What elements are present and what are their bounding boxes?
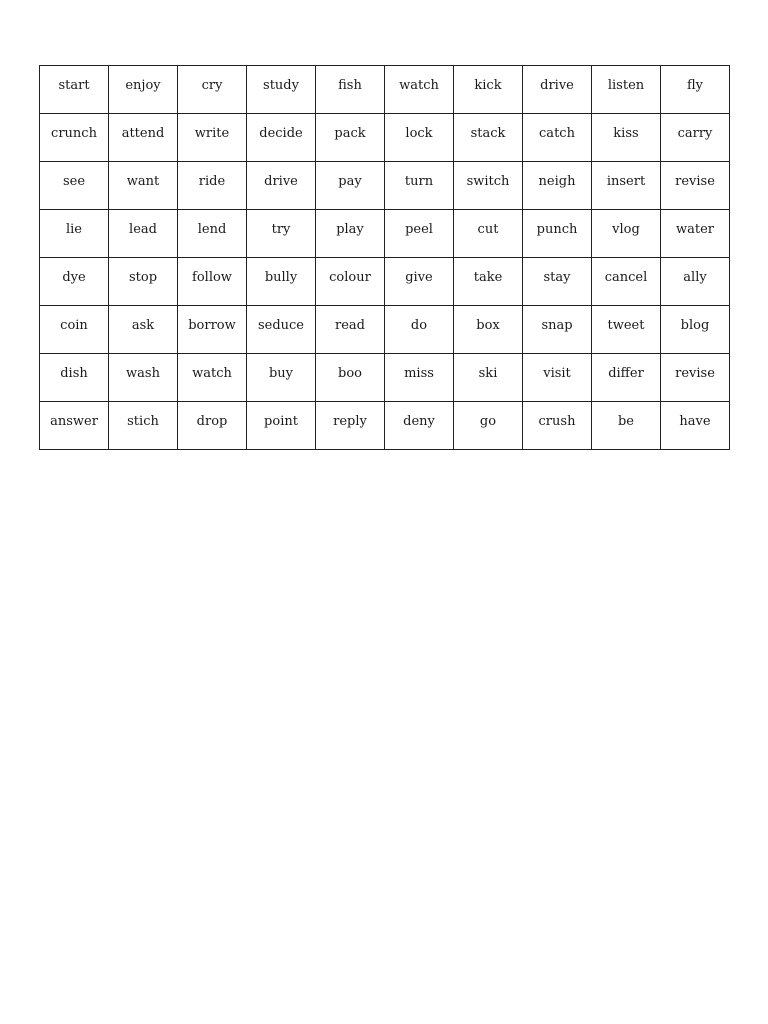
word-text: pack: [334, 126, 366, 141]
word-text: take: [473, 270, 503, 285]
word-cell: [523, 162, 592, 210]
word-cell: [385, 354, 454, 402]
word-cell: [109, 402, 178, 450]
word-text: blog: [680, 318, 710, 333]
word-cell: [592, 354, 661, 402]
word-text: write: [194, 126, 230, 141]
word-cell: [40, 354, 109, 402]
word-cell: [178, 66, 247, 114]
word-text: play: [336, 222, 364, 237]
word-cell: [454, 210, 523, 258]
word-cell: [454, 258, 523, 306]
word-text: watch: [399, 78, 439, 93]
word-text: have: [679, 414, 711, 429]
word-text: start: [58, 78, 90, 93]
word-cell: [178, 354, 247, 402]
word-cell: [178, 114, 247, 162]
word-text: be: [617, 414, 634, 429]
word-text: visit: [543, 366, 571, 381]
word-text: ask: [131, 318, 155, 333]
word-text: study: [263, 78, 299, 93]
word-text: point: [264, 414, 298, 429]
word-cell: [247, 66, 316, 114]
word-text: peel: [405, 222, 433, 237]
word-text: pay: [338, 174, 362, 189]
word-cell: [316, 114, 385, 162]
word-text: stack: [470, 126, 506, 141]
word-cell: [523, 210, 592, 258]
word-cell: [40, 306, 109, 354]
word-cell: [385, 210, 454, 258]
word-cell: [523, 306, 592, 354]
word-cell: [385, 402, 454, 450]
word-text: drive: [540, 78, 574, 93]
word-text: listen: [607, 78, 645, 93]
word-text: answer: [50, 414, 98, 429]
word-text: cancel: [604, 270, 648, 285]
word-cell: [178, 306, 247, 354]
word-cell: [247, 306, 316, 354]
word-cell: [454, 114, 523, 162]
word-cell: [385, 114, 454, 162]
word-cell: [178, 402, 247, 450]
word-text: punch: [536, 222, 578, 237]
word-text: ally: [683, 270, 707, 285]
word-cell: [592, 210, 661, 258]
word-text: water: [675, 222, 714, 237]
word-text: lock: [405, 126, 433, 141]
word-text: ski: [478, 366, 498, 381]
word-text: stop: [128, 270, 158, 285]
word-text: deny: [403, 414, 435, 429]
word-table-body: [40, 66, 730, 450]
word-cell: [385, 66, 454, 114]
word-text: drop: [196, 414, 228, 429]
word-text: dye: [62, 270, 86, 285]
word-cell: [247, 114, 316, 162]
word-text: box: [476, 318, 500, 333]
word-cell: [523, 258, 592, 306]
word-text: boo: [338, 366, 362, 381]
word-cell: [40, 114, 109, 162]
word-cell: [109, 114, 178, 162]
word-text: cry: [201, 78, 223, 93]
word-text: cut: [477, 222, 499, 237]
table-row: [40, 66, 730, 114]
word-cell: [661, 258, 730, 306]
word-text: stich: [127, 414, 159, 429]
word-text: fly: [686, 78, 703, 93]
word-cell: [385, 258, 454, 306]
word-text: want: [126, 174, 160, 189]
word-text: buy: [268, 366, 294, 381]
word-cell: [247, 210, 316, 258]
word-cell: [661, 114, 730, 162]
word-text: insert: [606, 174, 646, 189]
word-text: crush: [538, 414, 576, 429]
word-text: kiss: [613, 126, 639, 141]
word-cell: [454, 402, 523, 450]
word-cell: [109, 354, 178, 402]
word-text: follow: [192, 270, 232, 285]
table-row: [40, 306, 730, 354]
table-row: [40, 210, 730, 258]
verb-word-table: [39, 65, 730, 450]
word-cell: [454, 162, 523, 210]
table-row: [40, 402, 730, 450]
word-text: miss: [404, 366, 434, 381]
word-cell: [454, 354, 523, 402]
word-cell: [316, 306, 385, 354]
table-row: [40, 354, 730, 402]
word-text: wash: [126, 366, 160, 381]
word-text: vlog: [612, 222, 640, 237]
word-text: enjoy: [125, 78, 161, 93]
word-text: neigh: [538, 174, 576, 189]
word-text: reply: [333, 414, 367, 429]
word-cell: [109, 258, 178, 306]
word-cell: [592, 402, 661, 450]
word-cell: [109, 66, 178, 114]
word-cell: [247, 354, 316, 402]
word-cell: [40, 258, 109, 306]
word-text: see: [62, 174, 86, 189]
word-cell: [592, 114, 661, 162]
word-cell: [661, 66, 730, 114]
word-cell: [523, 66, 592, 114]
word-cell: [661, 306, 730, 354]
word-text: attend: [121, 126, 165, 141]
word-text: snap: [541, 318, 573, 333]
word-text: seduce: [257, 318, 305, 333]
word-cell: [247, 402, 316, 450]
table-row: [40, 162, 730, 210]
word-cell: [454, 66, 523, 114]
word-cell: [661, 210, 730, 258]
word-cell: [247, 162, 316, 210]
word-text: read: [335, 318, 365, 333]
table-row: [40, 258, 730, 306]
word-text: revise: [675, 366, 715, 381]
word-cell: [385, 306, 454, 354]
word-cell: [316, 402, 385, 450]
word-text: drive: [264, 174, 298, 189]
word-cell: [661, 402, 730, 450]
word-cell: [109, 162, 178, 210]
word-cell: [385, 162, 454, 210]
word-text: coin: [60, 318, 88, 333]
word-text: give: [405, 270, 433, 285]
word-cell: [592, 306, 661, 354]
word-text: borrow: [188, 318, 236, 333]
word-cell: [316, 162, 385, 210]
word-cell: [523, 114, 592, 162]
word-cell: [661, 354, 730, 402]
word-cell: [40, 66, 109, 114]
word-text: bully: [264, 270, 298, 285]
word-text: stay: [543, 270, 571, 285]
word-text: decide: [259, 126, 303, 141]
word-cell: [316, 66, 385, 114]
word-text: kick: [474, 78, 502, 93]
word-text: tweet: [607, 318, 645, 333]
word-text: fish: [338, 78, 362, 93]
word-cell: [40, 162, 109, 210]
word-text: dish: [60, 366, 88, 381]
word-cell: [178, 162, 247, 210]
word-cell: [316, 210, 385, 258]
word-text: differ: [608, 366, 644, 381]
word-cell: [592, 66, 661, 114]
word-cell: [316, 354, 385, 402]
word-cell: [247, 258, 316, 306]
word-text: colour: [329, 270, 371, 285]
word-cell: [178, 210, 247, 258]
word-cell: [661, 162, 730, 210]
word-text: switch: [466, 174, 510, 189]
table-row: [40, 114, 730, 162]
word-text: revise: [675, 174, 715, 189]
word-cell: [40, 210, 109, 258]
word-text: try: [271, 222, 291, 237]
word-text: watch: [192, 366, 232, 381]
word-cell: [178, 258, 247, 306]
word-text: do: [410, 318, 428, 333]
word-text: turn: [404, 174, 434, 189]
word-text: lead: [129, 222, 157, 237]
word-text: lie: [65, 222, 82, 237]
word-cell: [109, 210, 178, 258]
word-cell: [40, 402, 109, 450]
word-cell: [523, 354, 592, 402]
word-cell: [316, 258, 385, 306]
word-cell: [109, 306, 178, 354]
word-cell: [592, 162, 661, 210]
word-text: crunch: [51, 126, 97, 141]
word-cell: [454, 306, 523, 354]
word-text: carry: [677, 126, 713, 141]
word-text: catch: [539, 126, 575, 141]
word-cell: [592, 258, 661, 306]
word-text: ride: [198, 174, 226, 189]
word-cell: [523, 402, 592, 450]
word-text: go: [479, 414, 497, 429]
word-text: lend: [197, 222, 227, 237]
